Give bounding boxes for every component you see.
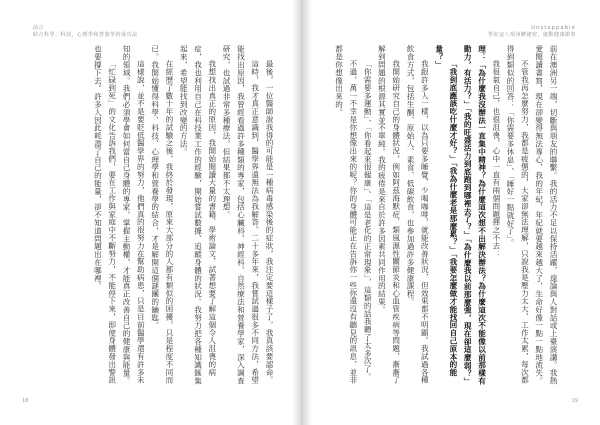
left-paragraph-5: 這樣說，並不是要貶低醫學界的努力，他們真的很努力在幫助病患，只是目前醫學還有許多未知的領域。我們必須學會如何當自己身體的專家，掌握主動權，才能真正改善自己的健康與能量。 <box>122 45 146 385</box>
left-running-head <box>33 25 138 39</box>
right-paragraph-4-emphasis <box>460 45 489 385</box>
right-paragraph-8: 「你需要多運動」、「你看起來很健康」、「這是老化的正常現象」，這類的話我聽了太多次了。 <box>363 60 373 381</box>
right-running-head <box>488 25 576 39</box>
left-running-head-subtitle: 結合科學、科技、心理學和營養學的成功法 <box>33 31 138 38</box>
left-running-head-section: 前言 <box>33 25 45 31</box>
right-bold-questions-2: 「我到底應該吃什麼才好？」「我為什麼老是那麼累？」「我要怎麼做才能找回自己原本的能量？」 <box>434 45 458 377</box>
right-paragraph-9: 不過，萬一不幸是你想像出來的呢？你的身體可能正在告訴你一些你還沒有聽見的訊息，並非都是你想像出來的。 <box>334 45 358 385</box>
left-paragraph-4: 在經歷了數十年的試驗之後，我終於發現，原來大部分的人都有類似的困擾，只是程度不同而已。我開始懂得科學、科技、心理學和營養學的結合，才是解開這個謎團的鑰匙。 <box>150 45 174 385</box>
right-paragraph-6: 我跟許多人一樣，以為只要多睡覺、少喝咖啡，就能改善狀況，但效果都不明顯。我試過各種飲食方式，包括生酮、原始人、素食、低碳飲食，也參加過許多健康課程。 <box>406 45 430 385</box>
left-paragraph-6: 「忙碌到死」的文化告訴我們，要在工作與家庭中不斷努力，不能停下來，即使身體發出警訊也要撐下去。許多人因此耗盡了自己的能量，卻不知道問題出在哪裡。 <box>93 45 117 385</box>
right-running-head-subtitle: 學好這八項身體祕密，啟動健康節奏 <box>487 31 576 38</box>
right-body-text <box>322 45 560 385</box>
right-paragraph-7: 我開始研究自己的身體狀況，例如阿茲海默症、類風濕性關節炎和心血管疾病等問題，漸漸了解到問題的根源其實並不單純。我的疲倦是來自於許多因素共同作用的結果。 <box>377 45 401 385</box>
left-body-text <box>38 45 276 385</box>
right-paragraph-1: 前在澳洲另一端，切斷與朋友的聯繫。我的活力不足以保持活躍，遑論與人對話或上臺演講。我熱愛閱讀書寫，現在卻變得無法專心，我的年紀，年紀就要越來越大了，生命好像一點一點地流失。 <box>534 45 558 385</box>
right-paragraph-2: 不管我再怎麼努力，我都是疲憊的，大家卻無法理解，只說我是壓力太大、工作太累，每次都得到類似的回答：「你需要多休息」、「睡好一點就好了」。 <box>506 45 530 385</box>
right-paragraph-3: 我很氣自己，也很沮喪，心中一直有兩個問題揮之不去： <box>491 60 501 258</box>
right-running-head-title: Unstoppable <box>531 25 576 31</box>
left-paragraph-3: 我想找出真正的原因，我開始閱讀大量的書籍、學術論文，試著想要了解這個令人沮喪的病症，我也利用自己在科技業工作的經驗，開始嘗試數據、追蹤身體的狀況。我努力把各種知識匯集起來，希望能找到改變的方法。 <box>179 45 217 385</box>
left-paragraph-1: 最後，一位醫師說我得的可能是一種病毒感染後的症狀，我注定要這樣子了，我真該要認命。 <box>265 60 274 385</box>
right-bold-questions-1: 理：「為什麼我沒辦法一直集中精神？為什麼這次想不出解決辦法？為什麼這次不能像以前那樣有動力，有活力？」「我的旺盛活力到底跑到哪裡去了？」「為什麼我以前那麼強，現在卻這麼弱？」 <box>463 45 487 385</box>
left-paragraph-2: 這時，我才真正意識到，醫學界還無法為我解答。二十多年來，我嘗試過很多不同方法，希望能找出原因，我曾經看過許多種類的專家，包括心臟科、神經科、自然療法和營養學家，深入調查研究，也試過非常多種療法，但結果都不太理想。 <box>222 45 260 385</box>
left-page-number: 18 <box>22 398 29 404</box>
right-paragraph-5-emphasis <box>431 45 460 385</box>
right-page-number: 19 <box>571 398 578 404</box>
